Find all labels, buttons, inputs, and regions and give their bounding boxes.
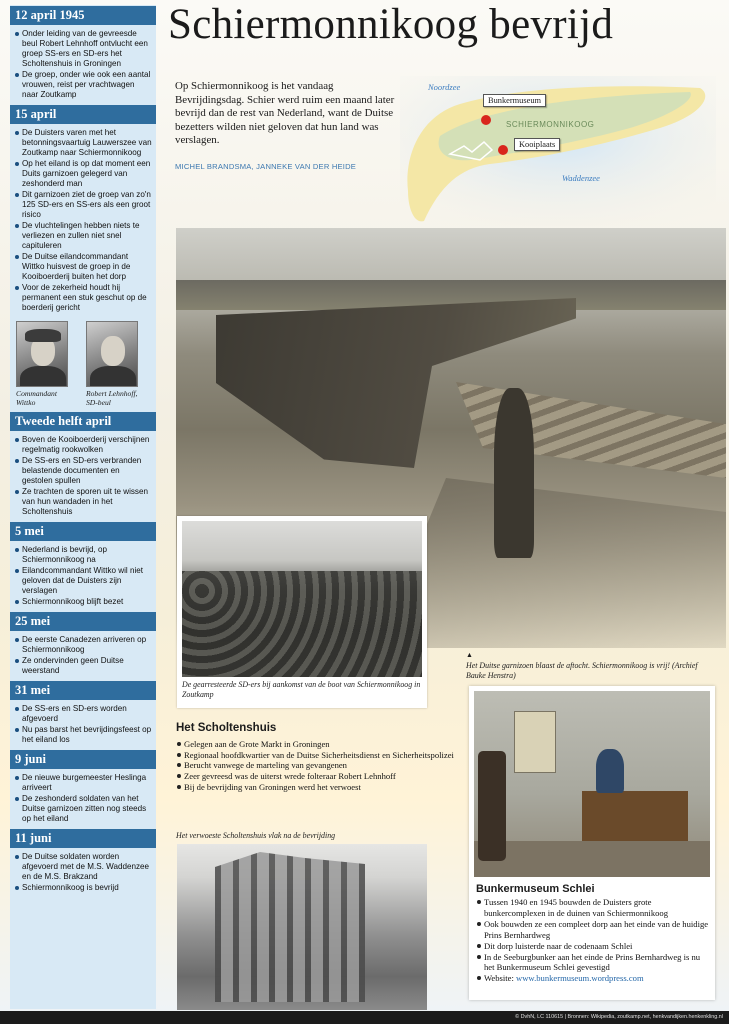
bunker-photo [474,691,710,877]
timeline-item: De SS-ers en SD-ers worden afgevoerd [14,704,152,724]
wittko-photo [16,321,68,387]
timeline-date: Tweede helft april [10,412,156,431]
timeline-section-8 [10,829,156,897]
map-label-island: SCHIERMONNIKOOG [506,120,595,129]
timeline-section-1 [10,6,156,104]
map-tag-kooiplaats: Kooiplaats [514,138,560,151]
timeline-section-5 [10,612,156,680]
bunkermuseum-item: In de Seeburgbunker aan het einde de Prins Bernhardweg is nu het Bunkermuseum Schlei gevestigd [476,952,710,974]
timeline-item: Ze trachten de sporen uit te wissen van hun wandaden in het Scholtenshuis [14,487,152,517]
timeline-item: Op het eiland is op dat moment een Duits garnizoen gelegerd van zeshonderd man [14,159,152,189]
scholtenshuis-item: Regionaal hoofdkwartier van de Duitse Sicherheitsdienst en Sicherheitspolizei [176,750,466,761]
timeline-date: 15 april [10,105,156,124]
bunkermuseum-item: Dit dorp luisterde naar de codenaam Schlei [476,941,710,952]
bunkermuseum-item: Tussen 1940 en 1945 bouwden de Duisters grote bunkercomplexen in de duinen van Schiermonnikoog [476,897,710,919]
caption-triangle-icon: ▲ [466,651,473,659]
timeline-date: 25 mei [10,612,156,631]
scholtenshuis-list [176,739,466,793]
map-tag-bunkermuseum: Bunkermuseum [483,94,546,107]
timeline-item: De groep, onder wie ook een aantal vrouwen, reist per vrachtwagen naar Zoutkamp [14,70,152,100]
website-link[interactable]: www.bunkermuseum.wordpress.com [516,973,644,984]
timeline-item: Voor de zekerheid houdt hij permanent een stuk geschut op de boerderij gericht [14,283,152,313]
timeline-section-6 [10,681,156,749]
timeline-date: 11 juni [10,829,156,848]
bunkermuseum-heading: Bunkermuseum Schlei [476,883,595,895]
timeline-list [10,769,156,828]
timeline-item: Dit garnizoen ziet de groep van zo'n 125 SD-ers en SS-ers als een groot risico [14,190,152,220]
bunkermuseum-marker [481,115,491,125]
scholtenshuis-heading: Het Scholtenshuis [176,722,277,734]
scholtenshuis-item: Berucht vanwege de marteling van gevangenen [176,760,466,771]
scholtenshuis-item: Gelegen aan de Grote Markt in Groningen [176,739,466,750]
byline: MICHEL BRANDSMA, JANNEKE VAN DER HEIDE [175,162,357,171]
portrait-caption: Commandant Wittko [16,389,57,407]
timeline-section-3 [10,412,156,521]
timeline-item: De vluchtelingen hebben niets te verliezen en zullen niet snel capituleren [14,221,152,251]
map-label-waddenzee: Waddenzee [562,173,600,183]
website-label: Website: [484,973,517,984]
island-map [400,76,716,226]
timeline-column [10,5,156,1009]
sd-arrest-photo [182,521,422,677]
timeline-item: De zeshonderd soldaten van het Duitse garnizoen zitten nog steeds op het eiland [14,794,152,824]
timeline-list [10,700,156,749]
kooiplaats-marker [498,145,508,155]
map-label-noordzee: Noordzee [428,82,461,92]
timeline-date: 12 april 1945 [10,6,156,25]
scholtenshuis-item: Bij de bevrijding van Groningen werd het verwoest [176,782,466,793]
main-photo-caption [466,650,716,680]
timeline-list [10,431,156,521]
island-map-graphic [400,76,716,226]
timeline-date: 31 mei [10,681,156,700]
timeline-item: De SS-ers en SD-ers verbranden belastende documenten en gestolen spullen [14,456,152,486]
timeline-section-7 [10,750,156,828]
timeline-list [10,631,156,680]
lehnhoff-photo [86,321,138,387]
timeline-item: Ze ondervinden geen Duitse weerstand [14,656,152,676]
page-title: Schiermonnikoog bevrijd [168,1,614,48]
ruin-photo-caption: Het verwoeste Scholtenshuis vlak na de bevrijding [176,831,336,840]
main-caption-text: Het Duitse garnizoen blaast de aftocht. Schiermonnikoog is vrij! (Archief Bauke Henstra) [466,660,698,680]
timeline-item: Nu pas barst het bevrijdingsfeest op het eiland los [14,725,152,745]
timeline-date: 9 juni [10,750,156,769]
timeline-list [10,25,156,104]
timeline-item: Nederland is bevrijd, op Schiermonnikoog na [14,545,152,565]
timeline-section-2 [10,105,156,411]
timeline-item: Schiermonnikoog is bevrijd [14,883,152,893]
timeline-item: De Duisters varen met het betonningsvaartuig Lauwerszee van Zoutkamp naar Schiermonnikoog [14,128,152,158]
timeline-item: De Duitse eilandcommandant Wittko huisvest de groep in de Kooiboerderij buiten het dorp [14,252,152,282]
sd-photo-frame [177,516,427,708]
timeline-item: De Duitse soldaten worden afgevoerd met de M.S. Waddenzee en de M.S. Brakzand [14,852,152,882]
timeline-item: Schiermonnikoog blijft bezet [14,597,152,607]
portrait-lehnhoff [86,321,148,407]
timeline-item: Boven de Kooiboerderij verschijnen regelmatig rookwolken [14,435,152,455]
portrait-wittko [16,321,78,407]
portraits [10,317,156,411]
timeline-item: Onder leiding van de gevreesde beul Robert Lehnhoff ontvlucht een groep SS-ers en SD-ers het Scholtenshuis in Groningen [14,29,152,69]
timeline-date: 5 mei [10,522,156,541]
timeline-item: Eilandcommandant Wittko wil niet geloven dat de Duisters zijn verslagen [14,566,152,596]
bunkermuseum-box [469,686,715,1000]
bunkermuseum-list [474,897,710,984]
intro-text: Op Schiermonnikoog is het vandaag Bevrijdingsdag. Schier werd ruim een maand later bevrijd dan de rest van Nederland, want de Duitse bezetters wilden niet geloven dat hun land was verslagen. [175,80,395,147]
footer-credits: © DvhN, LC 110615 | Bronnen: Wikipedia, zoutkamp.net, henkvandijken.henkenkling.nl [0,1011,729,1024]
bunkermuseum-item: Ook bouwden ze een compleet dorp aan het einde van de huidige Prins Bernhardweg [476,919,710,941]
ruin-photo [177,844,427,1010]
timeline-item: De nieuwe burgemeester Heslinga arriveert [14,773,152,793]
sd-photo-caption: De gearresteerde SD-ers bij aankomst van de boot van Schiermonnikoog in Zoutkamp [182,680,421,699]
bunkermuseum-website-item [476,973,710,984]
timeline-item: De eerste Canadezen arriveren op Schiermonnikoog [14,635,152,655]
timeline-section-4 [10,522,156,611]
portrait-caption: Robert Lehnhoff, SD-beul [86,389,138,407]
timeline-list [10,541,156,611]
scholtenshuis-item: Zeer gevreesd was de uiterst wrede folteraar Robert Lehnhoff [176,771,466,782]
timeline-list [10,124,156,317]
timeline-list [10,848,156,897]
